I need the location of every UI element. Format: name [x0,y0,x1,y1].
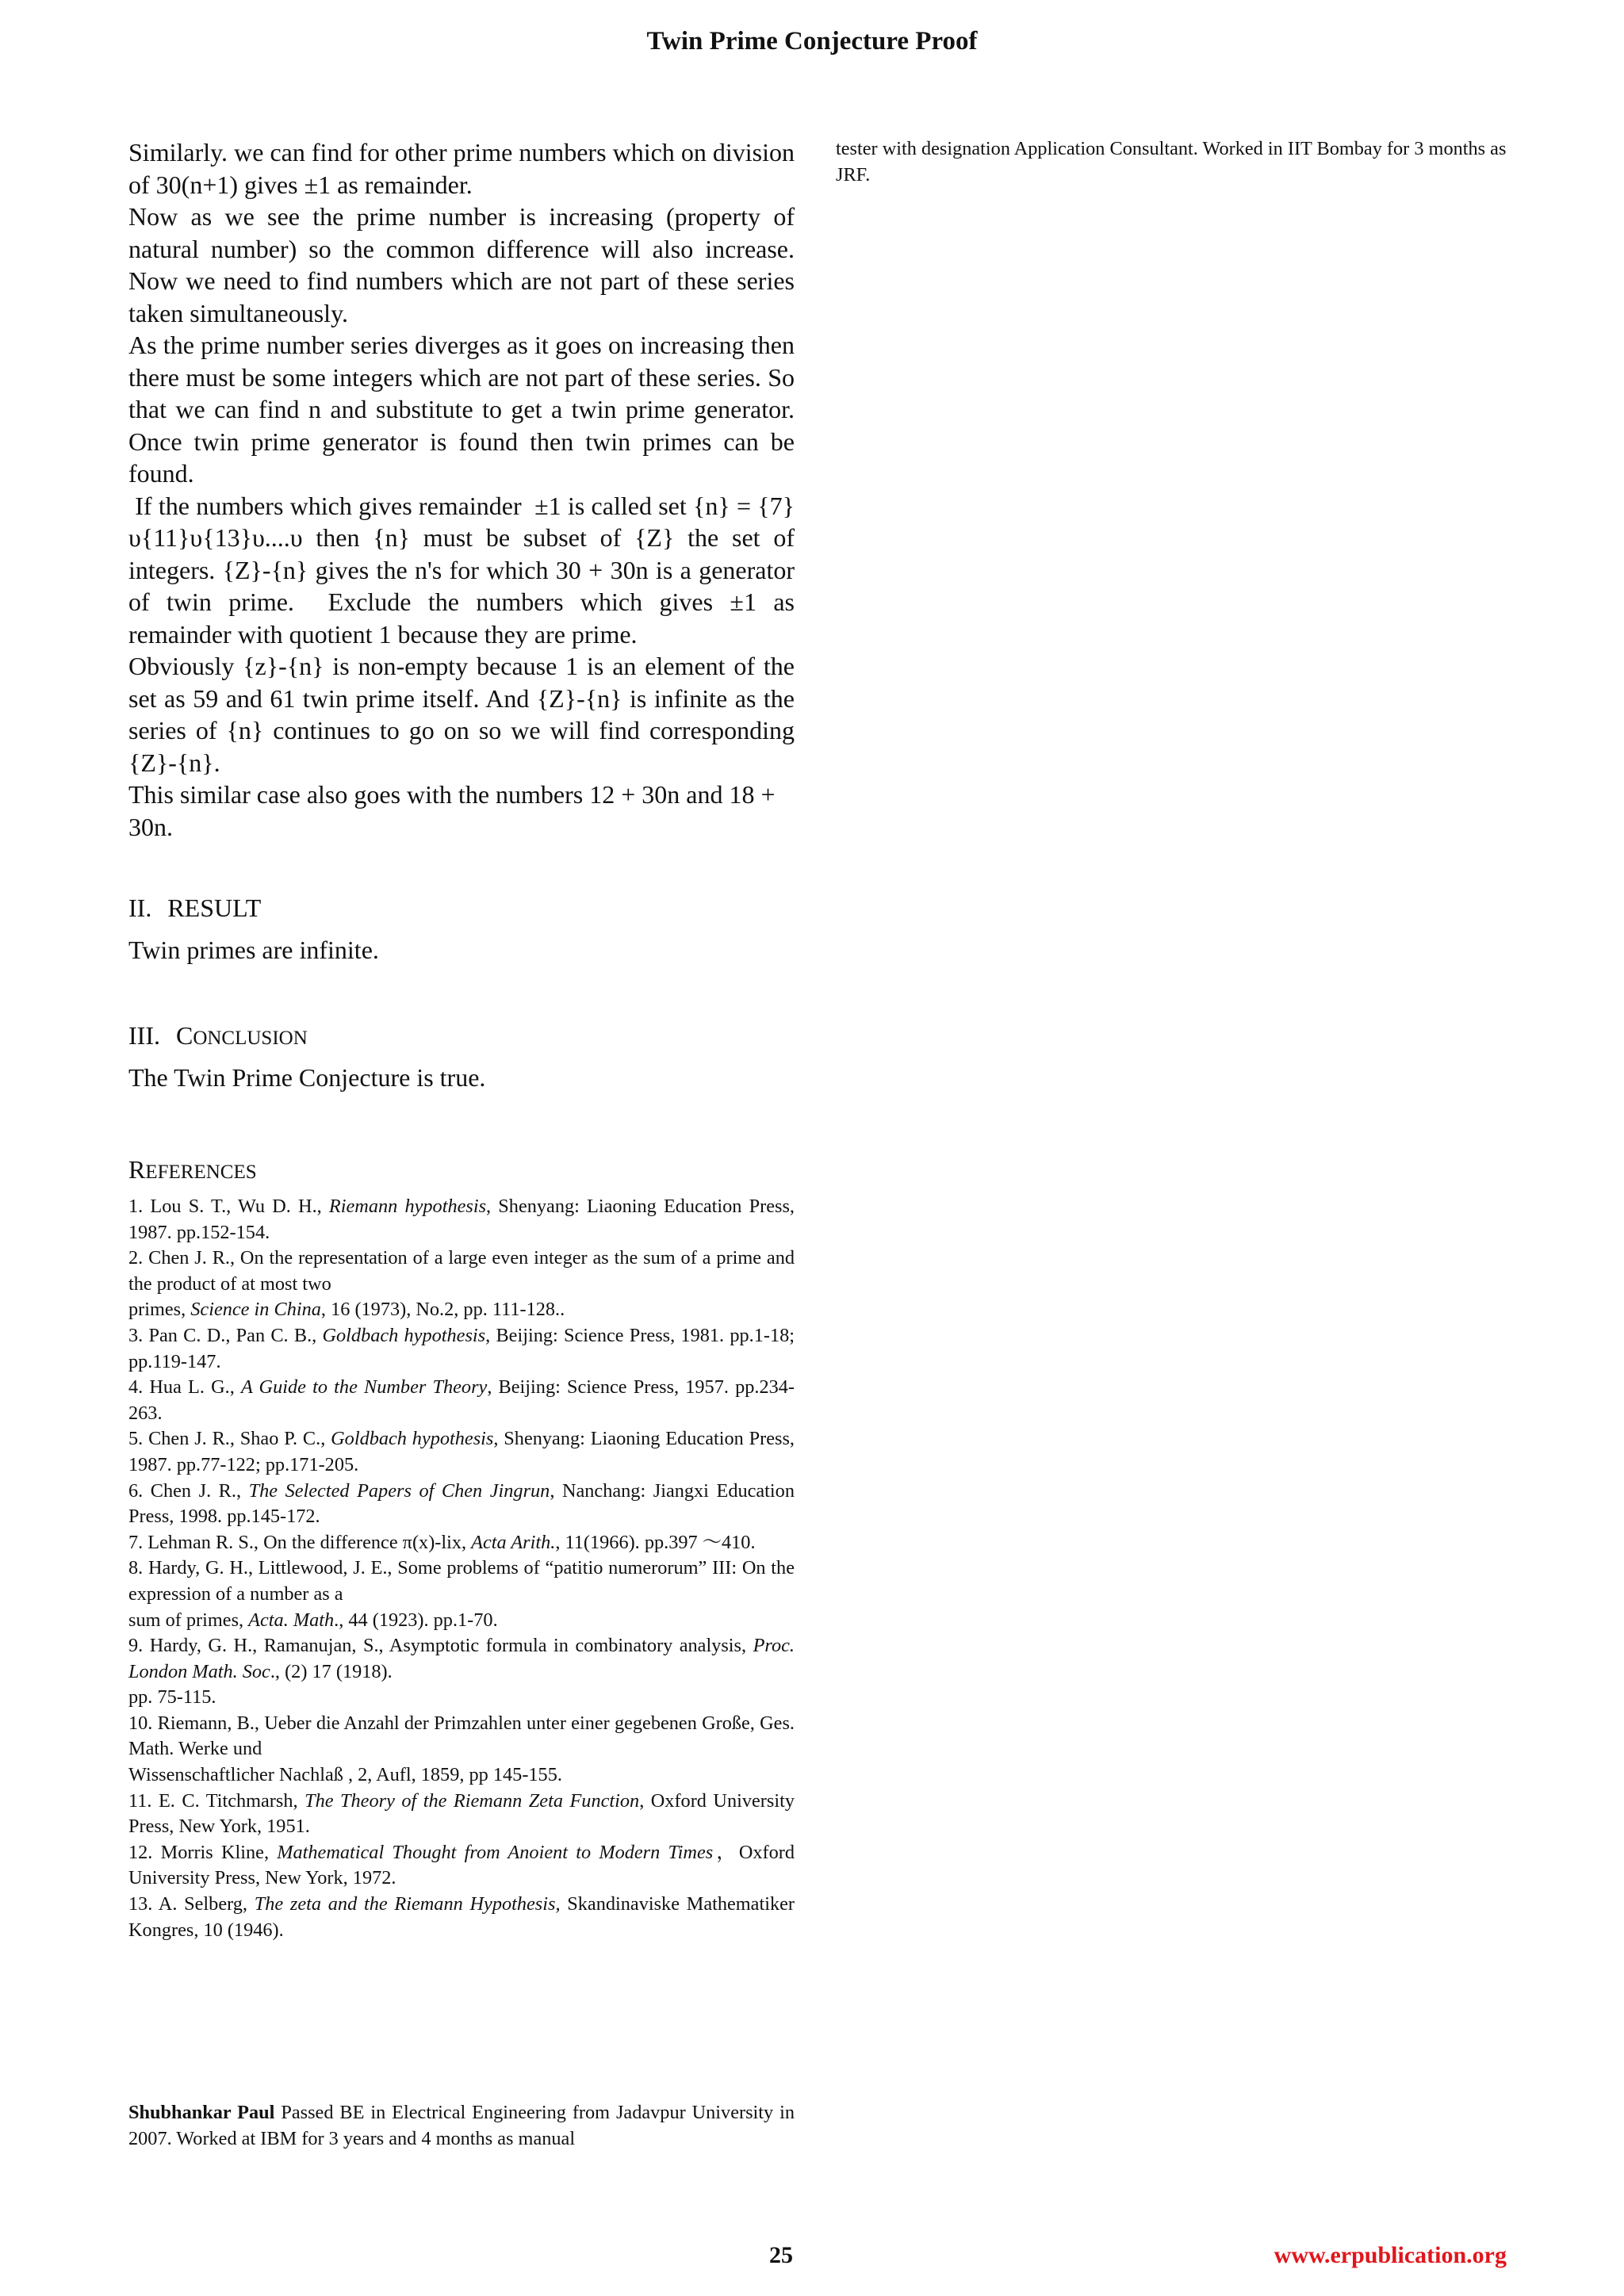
website-link[interactable]: www.erpublication.org [1274,2242,1507,2268]
reference-item [128,1556,795,1607]
reference-text: sum of primes, [128,1609,249,1631]
reference-text: ., (2) 17 (1918). [270,1660,393,1682]
reference-text: pp. 75-115. [128,1686,216,1709]
result-text: Twin primes are infinite. [128,936,379,964]
reference-text: 9. Hardy, G. H., Ramanujan, S., Asymptotic formula in combinatory analysis, [128,1635,753,1657]
reference-text: 12. Morris Kline, [128,1841,278,1863]
body-paragraph: If the numbers which gives remainder ±1 is called set {n} = {7}υ{11}υ{13}υ....υ then {n} must be subset of {Z} the set of integers. {Z}-{n} gives the n's for which 30 + 30n is a generator of twin prime. Exclude the numbers which gives ±1 as remainder with quotient 1 because they are prime. [128,491,801,649]
left-column [128,136,801,1943]
reference-text: , 11(1966). pp.397 ～410. [555,1531,756,1553]
reference-text: 13. A. Selberg, [128,1893,255,1915]
reference-item [128,1323,795,1375]
reference-item [128,1685,795,1711]
reference-title: Science in China [190,1299,321,1321]
running-header: Twin Prime Conjecture Proof [646,27,978,55]
reference-title: Goldbach hypothesis [322,1324,486,1346]
reference-text: 6. Chen J. R., [128,1479,249,1502]
reference-item [128,1479,795,1530]
reference-text: primes, [128,1299,191,1321]
reference-text: ., 44 (1923). pp.1-70. [334,1609,498,1631]
reference-text: Wissenschaftlicher Nachlaß , 2, Aufl, 1859, pp 145-155. [128,1764,562,1786]
reference-item [128,1297,795,1323]
reference-text: , Beijing: Science Press, 1957. pp.234-263. [128,1376,795,1424]
author-bio-text: Passed BE in Electrical Engineering from Jadavpur University in 2007. Worked at IBM for 3 years and 4 months as manual [128,2102,795,2149]
reference-item [128,1608,795,1634]
reference-text: 10. Riemann, B., Ueber die Anzahl der Primzahlen unter einer gegebenen Große, Ges. Math. Werke und [128,1712,795,1760]
references-title-initial: R [128,1155,146,1184]
reference-item [128,1762,795,1789]
references-heading [128,1155,795,1184]
reference-title: The zeta and the Riemann Hypothesis, [254,1893,561,1915]
body-paragraph: Similarly. we can find for other prime numbers which on division of 30(n+1) gives ±1 as remainder. [128,138,795,199]
reference-item [128,1426,795,1478]
body-paragraph: Obviously {z}-{n} is non-empty because 1 is an element of the set as 59 and 61 twin prime itself. And {Z}-{n} is infinite as the series of {n} continues to go on so we will find corresponding {Z}-{n}. [128,652,795,777]
reference-text: 11. E. C. Titchmarsh, [128,1789,305,1812]
reference-item [128,1892,795,1943]
reference-item [128,1840,795,1892]
result-number: II. [128,894,152,922]
reference-text: , Shenyang: Liaoning Education Press, 1987. pp.152-154. [128,1196,795,1243]
reference-item [128,1246,795,1297]
reference-title: The Theory of the Riemann Zeta Function [304,1789,640,1812]
reference-item [128,1711,795,1762]
reference-item [128,1375,795,1426]
conclusion-number: III. [128,1021,160,1050]
result-title: RESULT [167,894,262,922]
reference-text: Skandinaviske Mathematiker Kongres, 10 (1946). [128,1893,795,1941]
reference-title: Goldbach hypothesis [331,1428,494,1450]
body-text [128,136,801,843]
body-paragraph: This similar case also goes with the numbers 12 + 30n and 18 + 30n. [128,780,776,841]
reference-title: Mathematical Thought from Anoient to Modern Times [277,1841,714,1863]
body-paragraph: Now as we see the prime number is increasing (property of natural number) so the common difference will also increase. Now we need to find numbers which are not part of these series taken simultaneously. [128,202,795,327]
conclusion-heading [128,1021,795,1050]
body-paragraph: As the prime number series diverges as it goes on increasing then there must be some integers which are not part of these series. So that we can find n and substitute to get a twin prime generator. Once twin prime generator is found then twin primes can be found. [128,331,795,488]
reference-text: , Shenyang: Liaoning Education Press, 1987. pp.77-122; pp.171-205. [128,1428,795,1475]
right-column [836,136,1507,188]
reference-text: , Beijing: Science Press, 1981. pp.1-18; pp.119-147. [128,1324,795,1372]
author-bio [128,2100,795,2152]
reference-text: , 16 (1973), No.2, pp. 111-128.. [320,1299,565,1321]
reference-text: , Nanchang: Jiangxi Education Press, 1998. pp.145-172. [128,1479,795,1528]
reference-item [128,1789,795,1840]
reference-item [128,1530,795,1556]
reference-text: 2. Chen J. R., On the representation of a large even integer as the sum of a prime and the product of at most two [128,1247,795,1295]
reference-title: Proc. London Math. Soc [128,1635,795,1682]
reference-text: 1. Lou S. T., Wu D. H., [128,1196,329,1217]
references-title-rest: EFERENCES [145,1161,257,1183]
conclusion-text: The Twin Prime Conjecture is true. [128,1063,486,1092]
reference-title: Acta Arith. [471,1531,556,1553]
reference-text: ，Oxford University Press, New York, 1972. [128,1841,795,1889]
reference-text: 7. Lehman R. S., On the difference π(x)-lix, [128,1531,472,1553]
reference-text: 8. Hardy, G. H., Littlewood, J. E., Some problems of “patitio numerorum” III: On the expression of a number as a [128,1557,795,1605]
reference-text: 3. Pan C. D., Pan C. B., [128,1324,323,1346]
result-heading [128,894,795,923]
conclusion-title-initial: C [175,1021,193,1050]
references-list [128,1194,795,1943]
reference-text: 5. Chen J. R., Shao P. C., [128,1428,331,1450]
conclusion-title-rest: ONCLUSION [193,1027,308,1049]
reference-title: Acta. Math [248,1609,335,1631]
reference-text: 4. Hua L. G., [128,1376,241,1399]
reference-text: , Oxford University Press, New York, 1951. [128,1789,795,1838]
reference-item [128,1633,795,1685]
page-number: 25 [769,2242,793,2268]
reference-title: Riemann hypothesis [328,1196,487,1217]
reference-title: The Selected Papers of Chen Jingrun [248,1479,550,1502]
reference-title: A Guide to the Number Theory [240,1376,488,1399]
author-bio-continued: tester with designation Application Consultant. Worked in IIT Bombay for 3 months as JRF. [836,138,1507,186]
reference-item [128,1194,795,1246]
author-name: Shubhankar Paul [128,2102,275,2123]
